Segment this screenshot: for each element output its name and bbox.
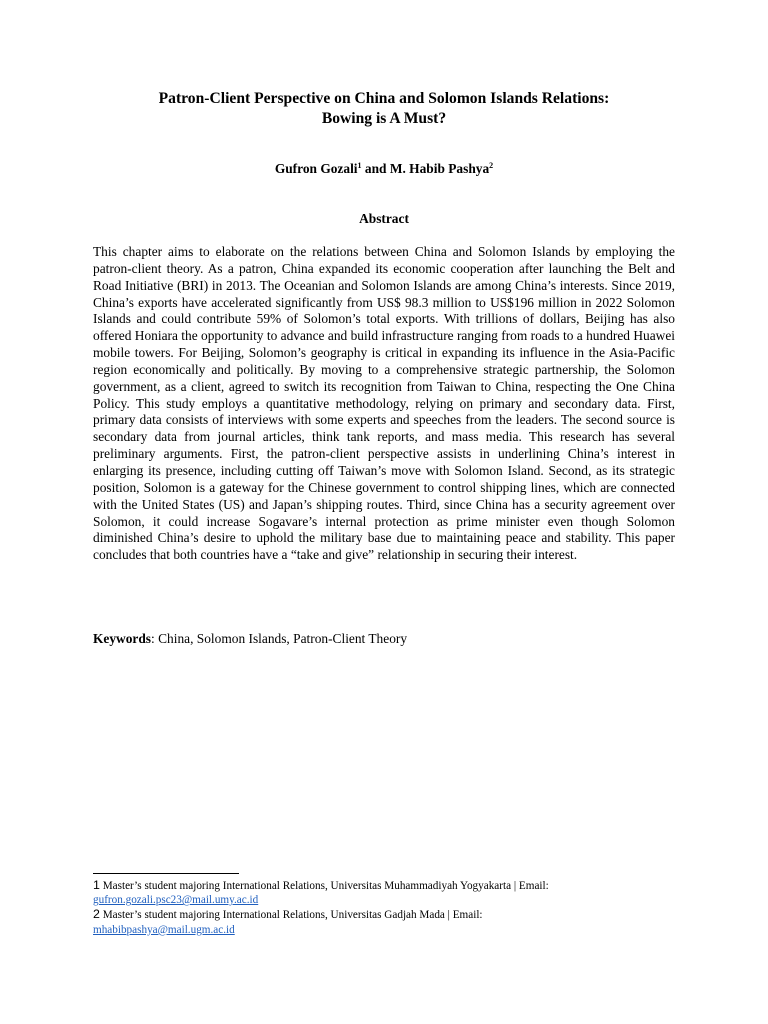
author-1-name: Gufron Gozali bbox=[274, 161, 358, 176]
footnote-2 bbox=[93, 907, 675, 936]
keywords-text: : China, Solomon Islands, Patron-Client Theory bbox=[151, 631, 408, 646]
author-2-footnote-marker: 2 bbox=[489, 161, 494, 170]
footnote-1-text: Master’s student majoring International Relations, Universitas Muhammadiyah Yogyakarta | Email: bbox=[99, 880, 549, 892]
footnote-separator bbox=[93, 873, 239, 874]
footnotes bbox=[93, 878, 675, 937]
abstract-body: This chapter aims to elaborate on the relations between China and Solomon Islands by employing the patron-client theory. As a patron, China expanded its economic cooperation after launching the Belt and Road Initiative (BRI) in 2013. The Oceanian and Solomon Islands are among China’s interests. Since 2019, China’s exports have accelerated significantly from US$ 98.3 million to US$196 million in 2022 Solomon Islands and could contribute 59% of Solomon’s total exports. With trillions of dollars, Beijing has also offered Honiara the opportunity to advance and build infrastructure ranging from roads to a hundred Huawei mobile towers. For Beijing, Solomon’s geography is critical in expanding its influence in the Asia-Pacific region economically and politically. By moving to a comprehensive strategic partnership, the Solomon government, as a client, agreed to switch its recognition from Taiwan to China, respecting the One China Policy. This study employs a quantitative methodology, relying on primary and secondary data. First, primary data consists of interviews with some experts and speeches from the leaders. The second source is secondary data from journal articles, think tank reports, and mass media. This research has several preliminary arguments. First, the patron-client perspective assists in underlining China’s interest in enlarging its presence, including cutting off Taiwan’s move with Solomon Island. Second, as its strategic position, Solomon is a gateway for the Chinese government to control shipping lines, which are connected with the United States (US) and Japan’s shipping routes. Third, since China has a security agreement over Solomon, it could increase Sogavare’s internal protection as prime minister even though Solomon diminished China’s desire to uphold the military base due to maintaining peace and stability. This paper concludes that both countries have a “take and give” relationship in securing their interest. bbox=[93, 244, 675, 563]
author-connector: and bbox=[361, 161, 390, 176]
footnote-2-number: 2 bbox=[93, 907, 100, 922]
author-2-name: M. Habib Pashya bbox=[389, 161, 490, 176]
author-1-footnote-marker: 1 bbox=[357, 161, 362, 170]
footnote-2-text: Master’s student majoring International Relations, Universitas Gadjah Mada | Email: bbox=[99, 909, 483, 922]
title-line-1: Patron-Client Perspective on China and Solomon Islands Relations: bbox=[158, 90, 610, 107]
paper-title bbox=[93, 89, 675, 128]
keywords-line bbox=[93, 630, 675, 647]
footnote-1-number: 1 bbox=[93, 878, 100, 892]
footnote-1 bbox=[93, 878, 675, 907]
footnote-2-email-link[interactable]: mhabibpashya@mail.ugm.ac.id bbox=[93, 923, 235, 936]
footnote-1-email-link[interactable]: gufron.gozali.psc23@mail.umy.ac.id bbox=[93, 894, 259, 907]
abstract-heading: Abstract bbox=[359, 211, 409, 226]
keywords-label: Keywords bbox=[93, 631, 152, 646]
title-line-2: Bowing is A Must? bbox=[321, 109, 447, 127]
author-line bbox=[93, 160, 675, 177]
